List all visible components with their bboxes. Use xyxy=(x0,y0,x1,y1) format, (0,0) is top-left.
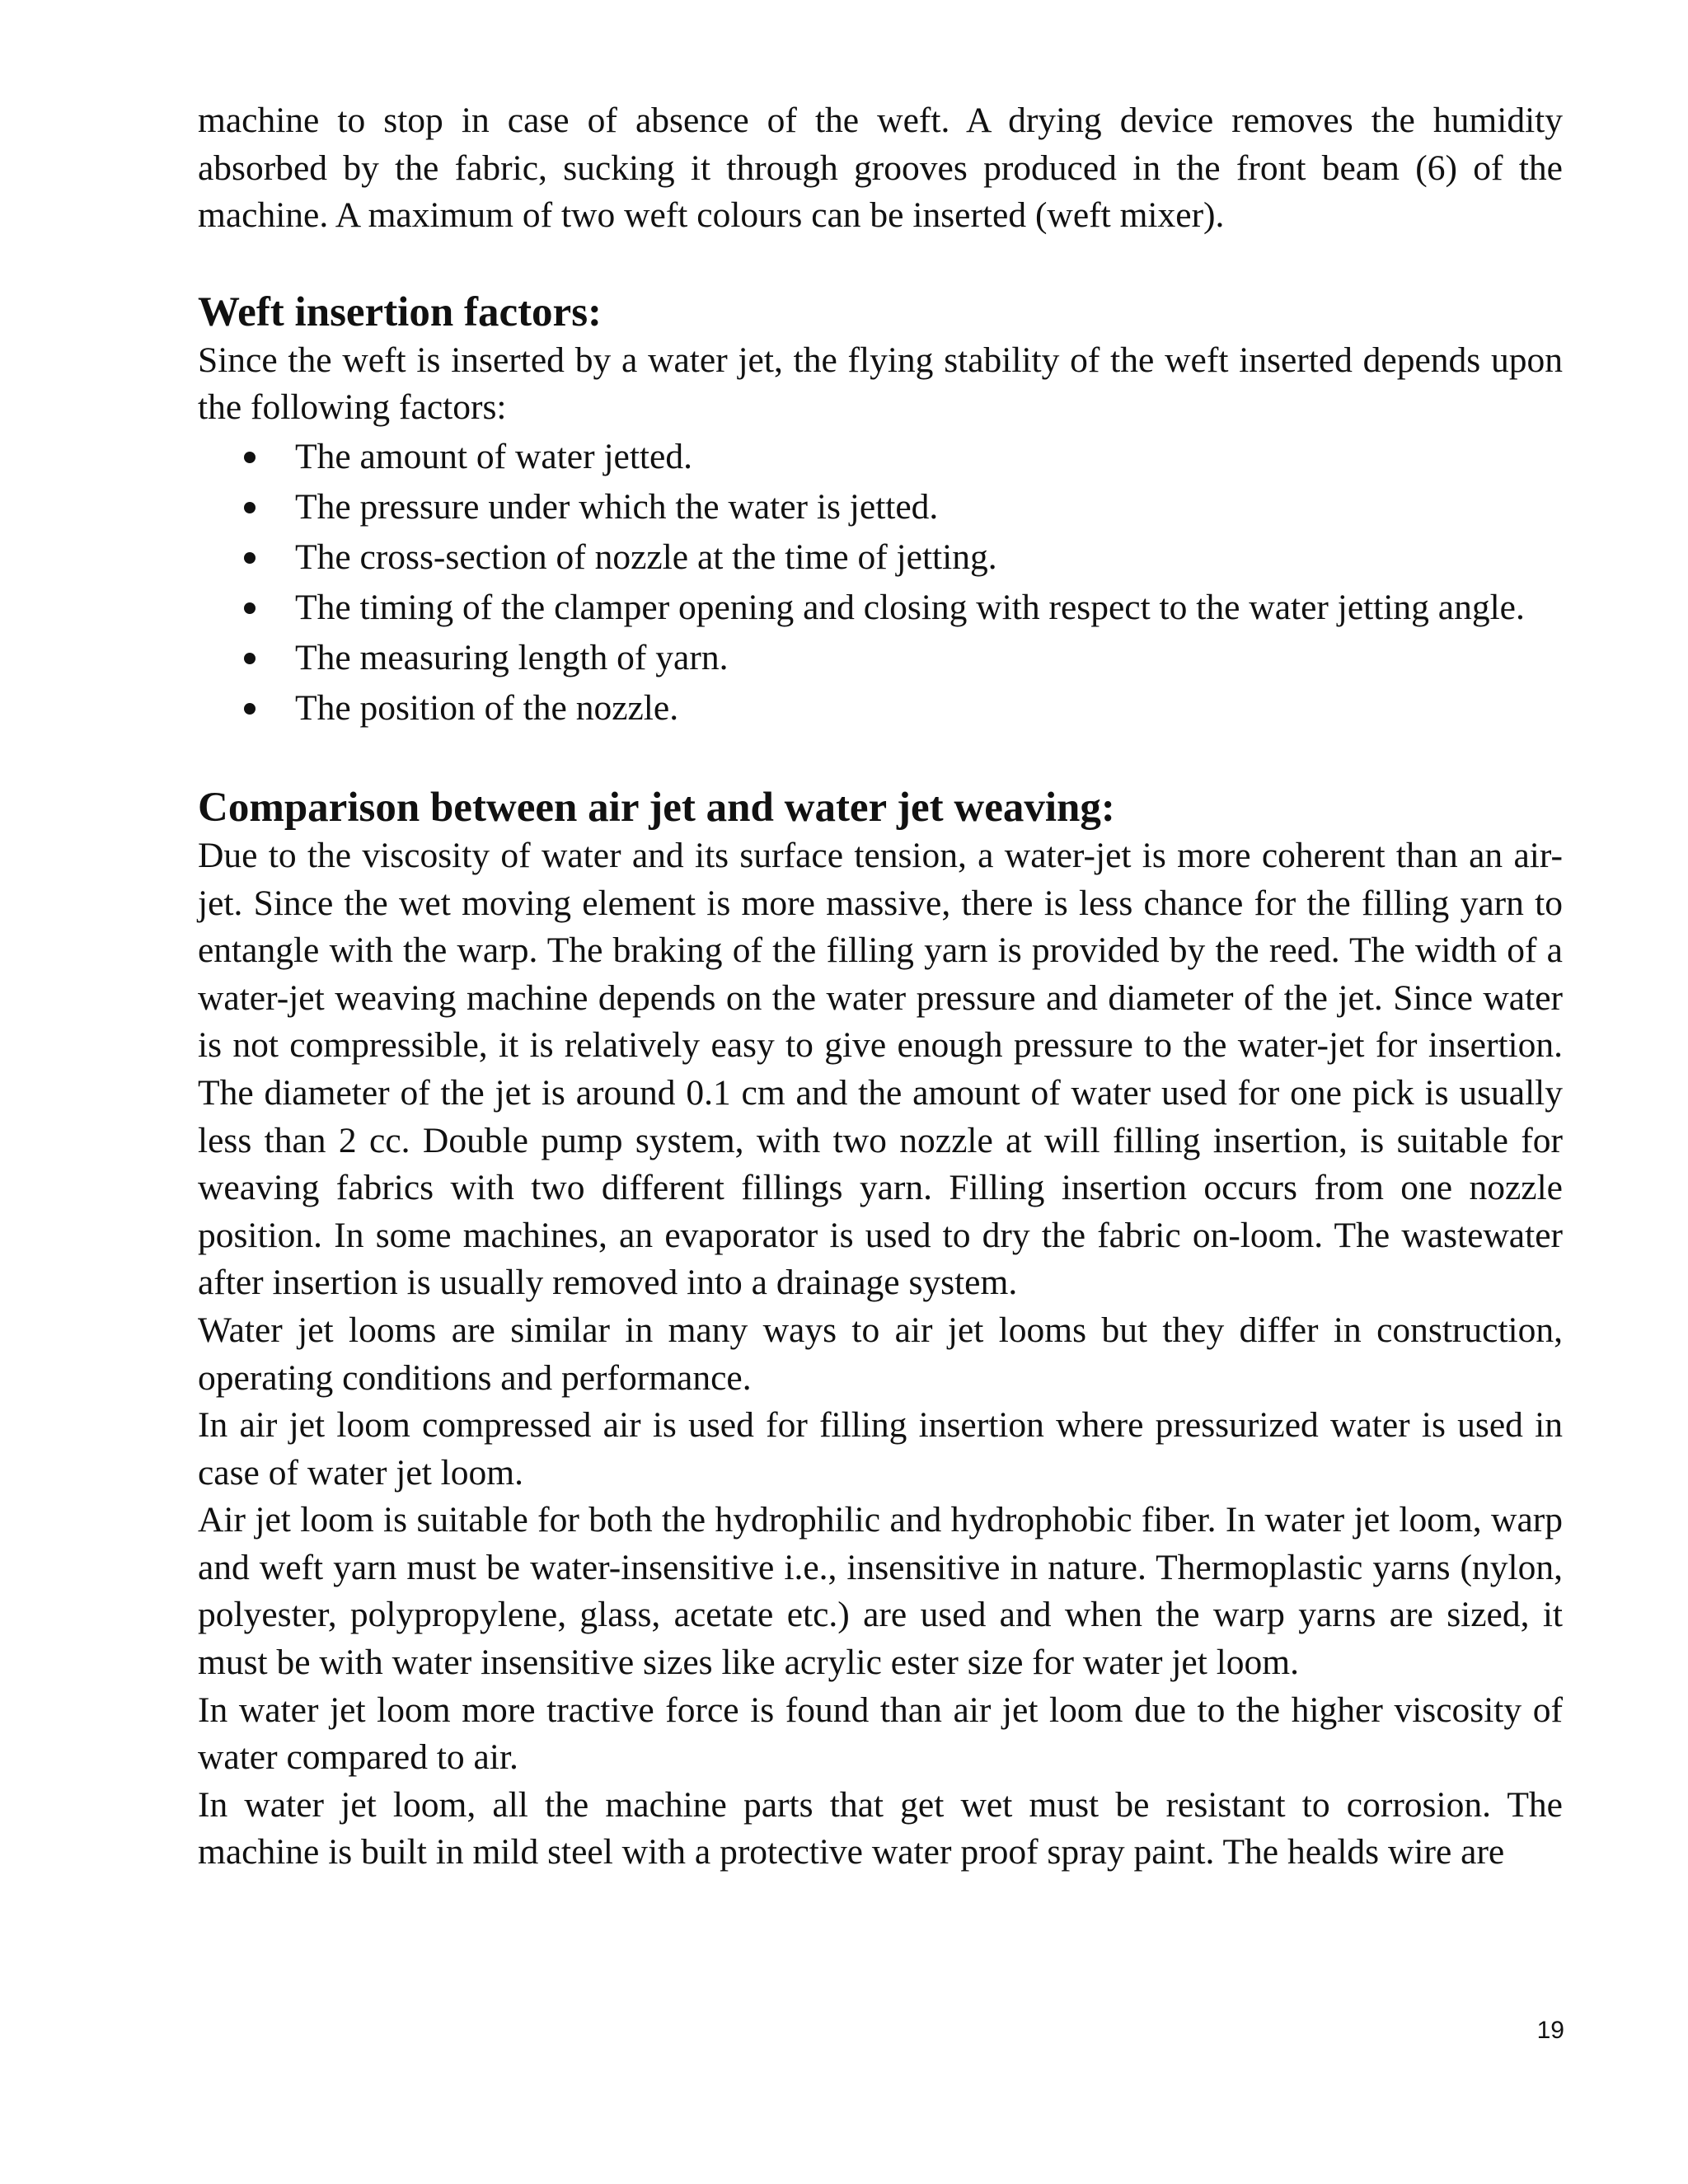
comparison-paragraph: In air jet loom compressed air is used for filling insertion where pressurized water is used in case of water jet loom. xyxy=(198,1405,1563,1493)
comparison-paragraph: In water jet loom more tractive force is found than air jet loom due to the higher viscosity of water compared to air. xyxy=(198,1690,1563,1778)
list-item: The pressure under which the water is jetted. xyxy=(198,482,1563,532)
weft-insertion-heading: Weft insertion factors: xyxy=(198,288,603,335)
document-page xyxy=(198,97,1563,1877)
comparison-paragraph: Water jet looms are similar in many ways to air jet looms but they differ in construction, operating conditions and performance. xyxy=(198,1310,1563,1398)
bullet-icon xyxy=(244,602,256,614)
bullet-icon xyxy=(244,502,256,513)
bullet-icon xyxy=(244,452,256,463)
list-item: The measuring length of yarn. xyxy=(198,633,1563,683)
bullet-icon xyxy=(244,653,256,664)
comparison-paragraph: Air jet loom is suitable for both the hydrophilic and hydrophobic fiber. In water jet loom, warp and weft yarn must be water-insensitive i.e., insensitive in nature. Thermoplastic yarns (nylon, polyester, polypropylene, glass, acetate etc.) are used and when the warp yarns are sized, it must be with water insensitive sizes like acrylic ester size for water jet loom. xyxy=(198,1500,1563,1683)
intro-paragraph: machine to stop in case of absence of the weft. A drying device removes the humidity absorbed by the fabric, sucking it through grooves produced in the front beam (6) of the machine. A maximum of two weft colours can be inserted (weft mixer). xyxy=(198,101,1563,236)
comparison-paragraph: Due to the viscosity of water and its surface tension, a water-jet is more coherent than an air-jet. Since the wet moving element is more massive, there is less chance for the filling yarn to entangle with the warp. The braking of the filling yarn is provided by the reed. The width of a water-jet weaving machine depends on the water pressure and diameter of the jet. Since water is not compressible, it is relatively easy to give enough pressure to the water-jet for insertion. The diameter of the jet is around 0.1 cm and the amount of water used for one pick is usually less than 2 cc. Double pump system, with two nozzle at will filling insertion, is suitable for weaving fabrics with two different fillings yarn. Filling insertion occurs from one nozzle position. In some machines, an evaporator is used to dry the fabric on-loom. The wastewater after insertion is usually removed into a drainage system. xyxy=(198,835,1563,1303)
weft-insertion-factor-list xyxy=(198,432,1563,733)
list-item: The timing of the clamper opening and closing with respect to the water jetting angle. xyxy=(198,583,1563,633)
list-item: The cross-section of nozzle at the time of jetting. xyxy=(198,532,1563,583)
weft-insertion-intro: Since the weft is inserted by a water jet, the flying stability of the weft inserted depends upon the following factors: xyxy=(198,340,1563,428)
page-number: 19 xyxy=(1536,2017,1564,2044)
bullet-icon xyxy=(244,552,256,564)
bullet-icon xyxy=(244,703,256,715)
list-item: The position of the nozzle. xyxy=(198,683,1563,733)
comparison-heading: Comparison between air jet and water jet weaving: xyxy=(198,784,1115,831)
comparison-paragraph: In water jet loom, all the machine parts that get wet must be resistant to corrosion. The machine is built in mild steel with a protective water proof spray paint. The healds wire are xyxy=(198,1784,1563,1872)
list-item: The amount of water jetted. xyxy=(198,432,1563,482)
